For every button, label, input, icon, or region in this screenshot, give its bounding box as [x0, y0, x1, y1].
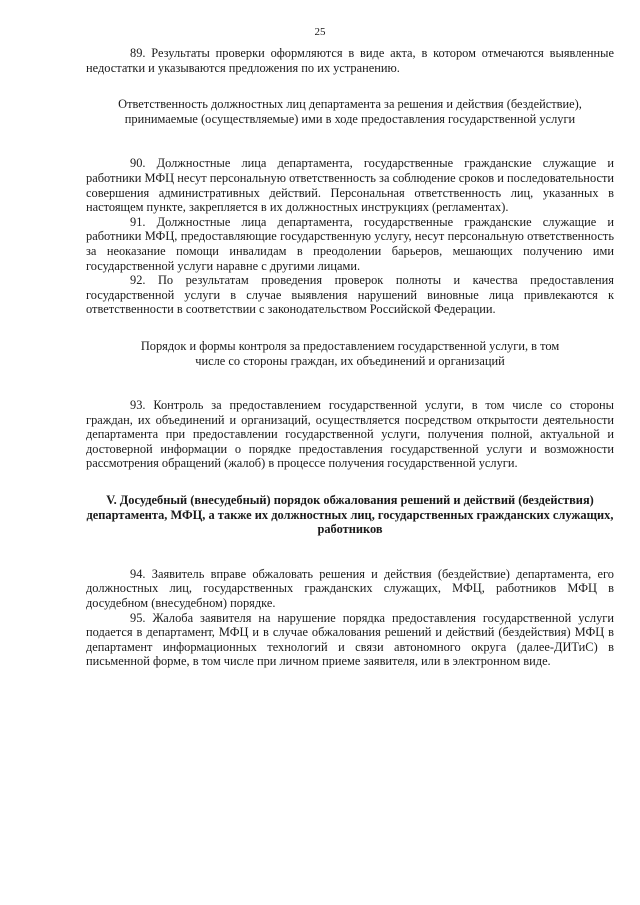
- heading-responsibility: Ответственность должностных лиц департамента за решения и действия (бездействие), принимаемые (осуществляемые) ими в ходе предоставления государственной услуги: [118, 97, 582, 126]
- paragraph-91: 91. Должностные лица департамента, государственные гражданские служащие и работники МФЦ, предоставляющие государственную услугу, несут персональную ответственность за неоказание помощи инвалидам в преодолении барьеров, мешающих получению ими государственной услуги наравне с другими лицами.: [86, 214, 614, 273]
- paragraph-93: 93. Контроль за предоставлением государственной услуги, в том числе со стороны граждан, их объединений и организаций, осуществляется посредством открытости деятельности департамента при предоставлении государственной услуги, получения полной, актуальной и достоверной информации о порядке предоставления государственной услуги и возможности рассмотрения обращений (жалоб) в процессе получения государственной услуги.: [86, 398, 614, 471]
- page-number: 25: [314, 26, 326, 38]
- paragraph-94: 94. Заявитель вправе обжаловать решения и действия (бездействие) департамента, его должностных лиц, государственных гражданских служащих, МФЦ, работников МФЦ в досудебном (внесудебном) порядке.: [86, 566, 614, 611]
- paragraph-89: 89. Результаты проверки оформляются в виде акта, в котором отмечаются выявленные недостатки и указываются предложения по их устранению.: [86, 46, 614, 75]
- heading-section-5: V. Досудебный (внесудебный) порядок обжалования решений и действий (бездействия) департамента, МФЦ, а также их должностных лиц, государственных гражданских служащих, работников: [86, 493, 614, 537]
- document-body: [86, 46, 614, 669]
- paragraph-90: 90. Должностные лица департамента, государственные гражданские служащие и работники МФЦ несут персональную ответственность за соблюдение сроков и последовательности совершения административных действий. Персональная ответственность лиц, указанных в настоящем пункте, закрепляется в их должностных инструкциях (регламентах).: [86, 156, 614, 215]
- paragraph-92: 92. По результатам проведения проверок полноты и качества предоставления государственной услуги в случае выявления нарушений виновные лица привлекаются к ответственности в соответствии с законодательством Российской Федерации.: [86, 273, 614, 317]
- heading-control: Порядок и формы контроля за предоставлением государственной услуги, в том числе со стороны граждан, их объединений и организаций: [140, 338, 560, 368]
- paragraph-95: 95. Жалоба заявителя на нарушение порядка предоставления государственной услуги подается в департамент, МФЦ и в случае обжалования решений и действий (бездействия) МФЦ в департамент информационных технологий и связи автономного округа (далее-ДИТиС) в письменной форме, в том числе при личном приеме заявителя, или в электронном виде.: [86, 610, 614, 669]
